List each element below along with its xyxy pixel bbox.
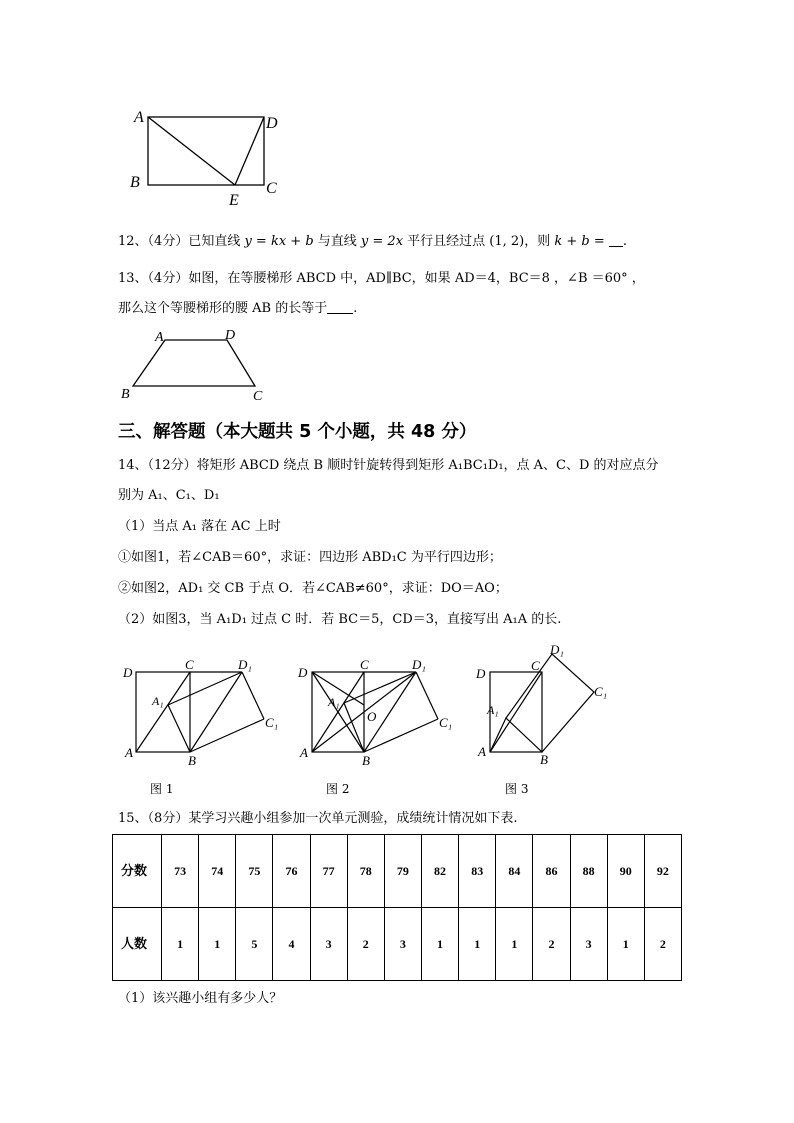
score-cell: 88 bbox=[570, 835, 607, 908]
label-e: E bbox=[229, 192, 239, 209]
label-a: A bbox=[134, 109, 144, 126]
fig2-label-a1: A₁ bbox=[328, 695, 340, 709]
score-cell: 83 bbox=[459, 835, 496, 908]
q12-mid2: 平行且经过点 bbox=[403, 234, 490, 249]
score-cell: 82 bbox=[421, 835, 458, 908]
q13-line2-end: . bbox=[353, 301, 358, 316]
count-cell: 2 bbox=[644, 908, 681, 981]
figure-2 bbox=[290, 655, 465, 770]
count-cell: 3 bbox=[384, 908, 421, 981]
count-cell: 4 bbox=[273, 908, 310, 981]
score-table bbox=[112, 834, 682, 981]
question-14-line5: ②如图2，AD₁ 交 CB 于点 O．若∠CAB≠60°，求证：DO＝AO； bbox=[118, 581, 508, 596]
fig1-segment-a1b bbox=[168, 705, 190, 752]
count-cell: 2 bbox=[347, 908, 384, 981]
fig3-label-c1: C₁ bbox=[594, 684, 608, 699]
score-row-header: 分数 bbox=[113, 835, 162, 908]
question-14-line1: 14、（12分）将矩形 ABCD 绕点 B 顺时针旋转得到矩形 A₁BC₁D₁，点 A、C、D 的对应点分 bbox=[118, 458, 659, 473]
score-cell: 92 bbox=[644, 835, 681, 908]
rectangle-abcd-shape bbox=[148, 117, 264, 185]
q13-line2-text: 那么这个等腰梯形的腰 AB 的长等于 bbox=[118, 301, 328, 316]
fig3-label-c: C bbox=[531, 658, 540, 673]
fig2-caption: 图 2 bbox=[326, 782, 350, 796]
fig3-segment-aa1 bbox=[490, 718, 506, 752]
fig1-label-b: B bbox=[188, 753, 196, 768]
count-cell: 1 bbox=[496, 908, 533, 981]
question-15-intro: 15、（8分）某学习兴趣小组参加一次单元测验，成绩统计情况如下表. bbox=[118, 811, 518, 826]
figure-1 bbox=[118, 655, 288, 770]
segment-ed bbox=[235, 117, 264, 185]
figure-3 bbox=[470, 640, 620, 770]
fig1-label-a: A bbox=[125, 745, 133, 760]
score-cell: 75 bbox=[236, 835, 273, 908]
question-12 bbox=[118, 233, 627, 251]
question-14-line6: （2）如图3，当 A₁D₁ 过点 C 时．若 BC＝5，CD＝3，直接写出 A₁A 的长. bbox=[118, 612, 562, 627]
fig1-label-c: C bbox=[185, 657, 194, 672]
question-14-line4: ①如图1，若∠CAB＝60°，求证：四边形 ABD₁C 为平行四边形； bbox=[118, 550, 502, 565]
label-d: D bbox=[266, 115, 278, 132]
trap-label-b: B bbox=[121, 387, 130, 402]
question-14-line3: （1）当点 A₁ 落在 AC 上时 bbox=[118, 519, 281, 534]
question-13-line2 bbox=[118, 300, 357, 318]
fig1-label-d: D bbox=[123, 665, 133, 680]
count-cell: 5 bbox=[236, 908, 273, 981]
trap-label-d: D bbox=[225, 328, 236, 343]
score-cell: 74 bbox=[199, 835, 236, 908]
score-cell: 78 bbox=[347, 835, 384, 908]
score-row bbox=[113, 835, 682, 908]
count-cell: 2 bbox=[533, 908, 570, 981]
count-cell: 3 bbox=[570, 908, 607, 981]
score-cell: 79 bbox=[384, 835, 421, 908]
q12-end: . bbox=[622, 234, 628, 249]
trap-label-c: C bbox=[253, 389, 263, 404]
question-15-sub1: （1）该兴趣小组有多少人？ bbox=[118, 991, 283, 1006]
count-cell: 1 bbox=[459, 908, 496, 981]
fig2-segment-d1c1 bbox=[416, 672, 438, 719]
fig1-segment-d1c1 bbox=[242, 672, 264, 719]
question-14-line2: 别为 A₁、C₁、D₁ bbox=[118, 488, 220, 503]
q12-expression: k + b = bbox=[554, 234, 605, 249]
fig2-label-a: A bbox=[300, 745, 308, 760]
fig2-label-o: O bbox=[367, 709, 377, 724]
fig2-label-c: C bbox=[360, 657, 369, 672]
fig1-segment-ac bbox=[136, 672, 190, 752]
fig3-label-d1: D₁ bbox=[550, 642, 564, 657]
score-cell: 86 bbox=[533, 835, 570, 908]
fig2-label-d: D bbox=[298, 665, 308, 680]
figure-trapezoid-abcd bbox=[115, 326, 275, 404]
fig2-label-b: B bbox=[362, 753, 370, 768]
question-13-line1: 13、（4分）如图，在等腰梯形 ABCD 中，AD∥BC，如果 AD＝4，BC＝8 ，∠B ＝60° ， bbox=[118, 271, 645, 286]
q12-prefix: 12、（4分）已知直线 bbox=[118, 234, 245, 249]
trapezoid-shape bbox=[133, 340, 255, 386]
section-3-heading: 三、解答题（本大题共 5 个小题，共 48 分） bbox=[118, 422, 477, 442]
q12-equation-1: y = kx + b bbox=[244, 234, 314, 249]
fig2-label-c1: C₁ bbox=[439, 715, 453, 730]
count-cell: 1 bbox=[199, 908, 236, 981]
count-cell: 1 bbox=[421, 908, 458, 981]
label-b: B bbox=[130, 174, 140, 191]
fig3-label-d: D bbox=[476, 666, 486, 681]
segment-ae bbox=[148, 117, 235, 185]
count-cell: 3 bbox=[310, 908, 347, 981]
fig3-rect-a1bc1d1 bbox=[506, 654, 594, 752]
fig3-caption: 图 3 bbox=[505, 782, 529, 796]
fig3-label-b: B bbox=[540, 752, 548, 767]
count-row bbox=[113, 908, 682, 981]
score-cell: 84 bbox=[496, 835, 533, 908]
q12-equation-2: y = 2x bbox=[360, 234, 404, 249]
label-c: C bbox=[266, 180, 277, 197]
figure-rectangle-abcd bbox=[120, 105, 300, 215]
fig1-label-d1: D₁ bbox=[238, 657, 252, 672]
q12-point: (1, 2) bbox=[489, 234, 525, 249]
fig3-label-a1: A₁ bbox=[487, 703, 499, 717]
fig1-label-a1: A₁ bbox=[152, 694, 164, 708]
q13-answer-blank bbox=[327, 301, 353, 314]
score-cell: 73 bbox=[162, 835, 199, 908]
fig2-segment-a1b bbox=[344, 703, 364, 752]
count-cell: 1 bbox=[162, 908, 199, 981]
count-cell: 1 bbox=[607, 908, 644, 981]
fig1-label-c1: C₁ bbox=[265, 715, 279, 730]
score-cell: 90 bbox=[607, 835, 644, 908]
fig2-segment-a1d1 bbox=[344, 672, 416, 703]
trap-label-a: A bbox=[155, 330, 164, 345]
q12-mid: 与直线 bbox=[313, 234, 361, 249]
q12-mid3: ，则 bbox=[524, 234, 555, 249]
fig2-label-d1: D₁ bbox=[412, 657, 426, 672]
score-cell: 76 bbox=[273, 835, 310, 908]
score-cell: 77 bbox=[310, 835, 347, 908]
q12-answer-blank bbox=[609, 234, 623, 247]
count-row-header: 人数 bbox=[113, 908, 162, 981]
fig1-caption: 图 1 bbox=[150, 782, 174, 796]
fig3-label-a: A bbox=[478, 744, 486, 759]
